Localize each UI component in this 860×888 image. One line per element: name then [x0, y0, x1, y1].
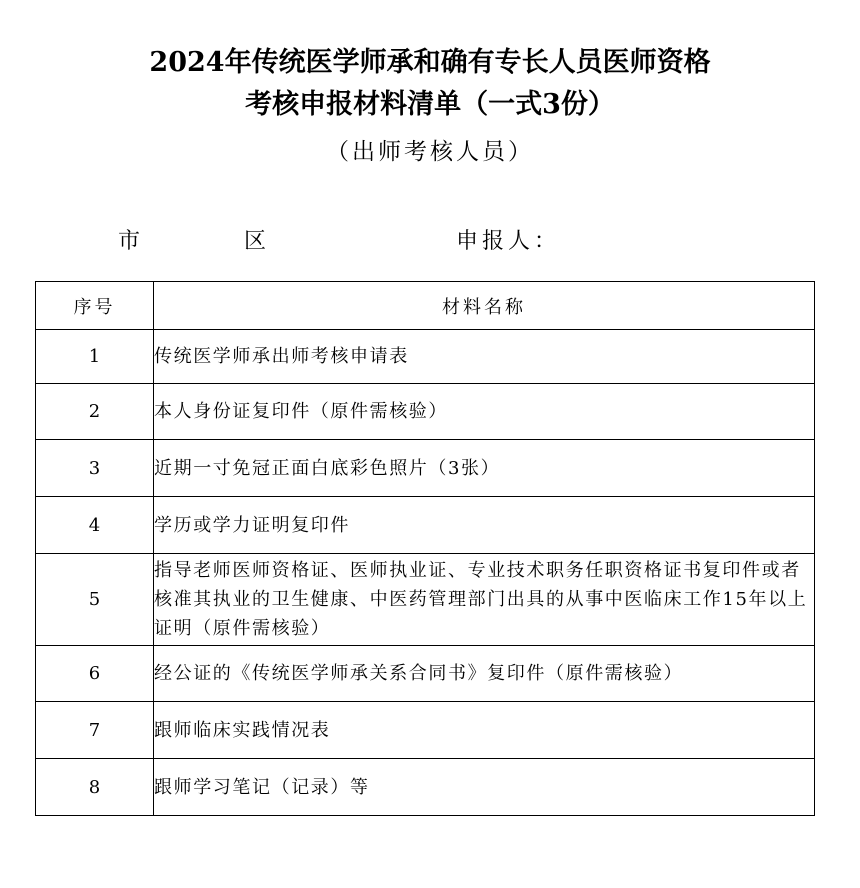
row-number: 3 [36, 440, 154, 497]
material-name: 传统医学师承出师考核申请表 [154, 330, 815, 384]
row-number: 2 [36, 384, 154, 440]
table-row [36, 440, 815, 497]
table-row [36, 759, 815, 816]
document-subtitle: （出师考核人员） [326, 139, 534, 165]
materials-table [35, 281, 815, 816]
table-header-row [36, 282, 815, 330]
table-row [36, 646, 815, 702]
material-name: 跟师临床实践情况表 [154, 702, 815, 759]
row-number: 5 [36, 554, 154, 646]
material-name: 学历或学力证明复印件 [154, 497, 815, 554]
table-row [36, 497, 815, 554]
row-number: 7 [36, 702, 154, 759]
table-row [36, 702, 815, 759]
row-number: 1 [36, 330, 154, 384]
column-header-material-name: 材料名称 [154, 282, 815, 330]
district-label: 区 [244, 229, 271, 254]
table-row [36, 330, 815, 384]
row-number: 8 [36, 759, 154, 816]
document-title-line-2: 考核申报材料清单（一式3份） [245, 89, 615, 120]
material-name: 跟师学习笔记（记录）等 [154, 759, 815, 816]
row-number: 4 [36, 497, 154, 554]
row-number: 6 [36, 646, 154, 702]
column-header-number: 序号 [36, 282, 154, 330]
table-row [36, 384, 815, 440]
city-label: 市 [118, 229, 145, 254]
material-name: 本人身份证复印件（原件需核验） [154, 384, 815, 440]
document-title-line-1: 2024年传统医学师承和确有专长人员医师资格 [149, 47, 711, 78]
material-name: 指导老师医师资格证、医师执业证、专业技术职务任职资格证书复印件或者核准其执业的卫生健康、中医药管理部门出具的从事中医临床工作15年以上证明（原件需核验） [154, 554, 815, 646]
material-name: 近期一寸免冠正面白底彩色照片（3张） [154, 440, 815, 497]
material-name: 经公证的《传统医学师承关系合同书》复印件（原件需核验） [154, 646, 815, 702]
applicant-label: 申报人： [456, 229, 561, 254]
table-row [36, 554, 815, 646]
